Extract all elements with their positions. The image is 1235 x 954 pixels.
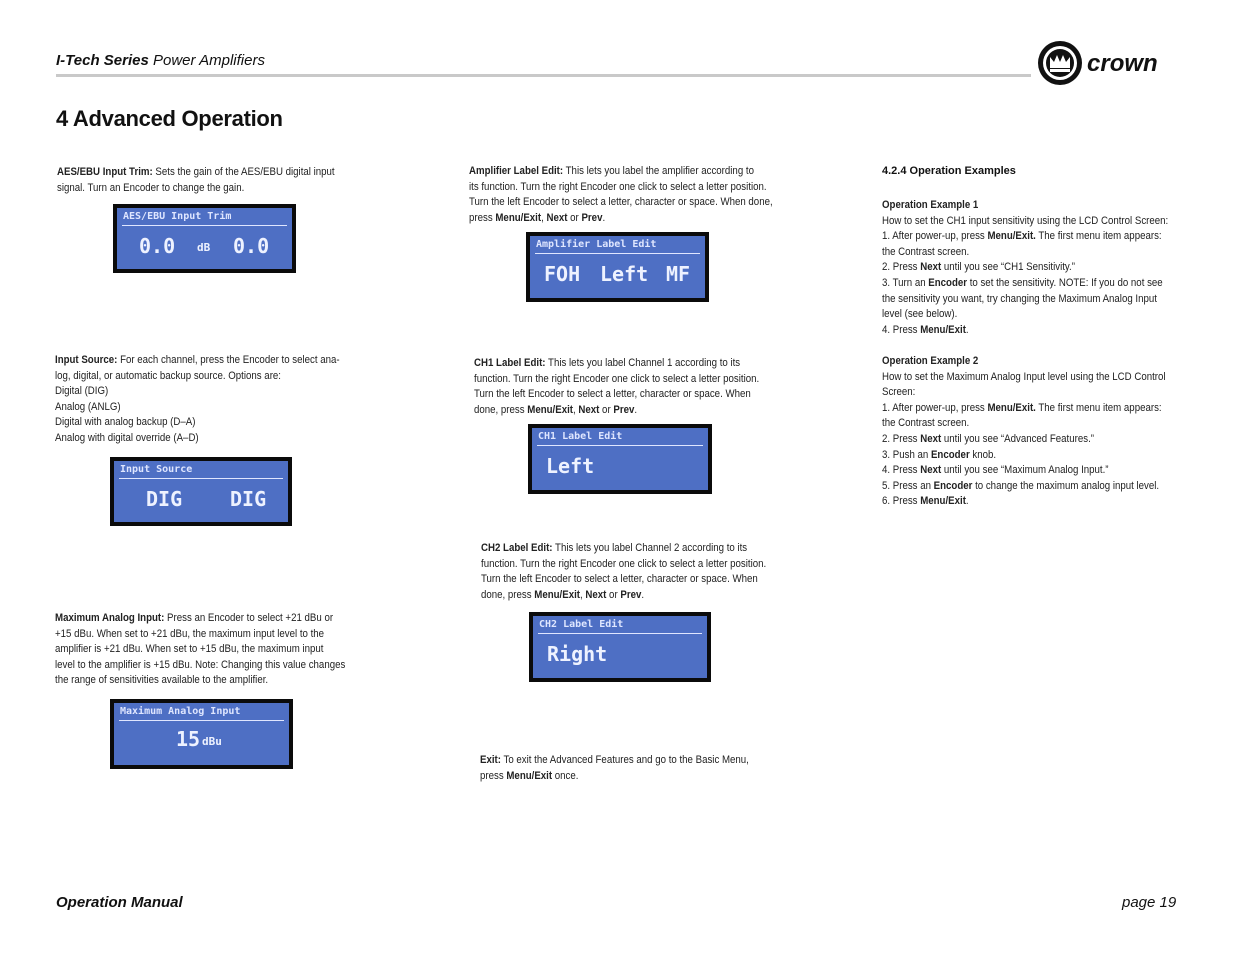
kw-next: Next bbox=[920, 464, 942, 477]
step-text: to change the maximum analog input level. bbox=[972, 479, 1160, 492]
ch1-line: done, press bbox=[474, 403, 528, 416]
kw-next: Next bbox=[578, 403, 600, 416]
lcd-title: Input Source bbox=[120, 464, 193, 475]
punct: . bbox=[634, 403, 638, 416]
max-analog-input-lcd bbox=[110, 699, 293, 769]
lcd-title: CH2 Label Edit bbox=[539, 619, 624, 630]
step-text: The first menu item appears: bbox=[1035, 230, 1162, 243]
max-analog-input-text bbox=[55, 611, 345, 689]
punct: , bbox=[573, 403, 579, 416]
kw-menu-exit: Menu/Exit bbox=[527, 403, 573, 416]
step-text: to set the sensitivity. NOTE: If you do not see bbox=[967, 276, 1163, 289]
step-text: The first menu item appears: bbox=[1035, 401, 1162, 414]
example-line: How to set the CH1 input sensitivity using the LCD Control Screen: bbox=[882, 214, 1169, 227]
step-text: until you see “Advanced Features.” bbox=[941, 432, 1094, 445]
kw-menu-exit: Menu/Exit bbox=[534, 588, 580, 601]
maxin-label: Maximum Analog Input: bbox=[55, 612, 165, 624]
lcd-value-right: 0.0 bbox=[233, 234, 270, 258]
step-text: the Contrast screen. bbox=[882, 245, 970, 258]
kw-menu-exit: Menu/Exit bbox=[920, 323, 966, 336]
lcd-value-left: 0.0 bbox=[139, 234, 176, 258]
input-source-text bbox=[55, 353, 340, 447]
step-text: knob. bbox=[969, 448, 997, 461]
amplifier-label-edit-text bbox=[469, 164, 773, 226]
source-option: Analog with digital override (A–D) bbox=[55, 431, 199, 444]
exit-line: press bbox=[480, 769, 507, 782]
lcd-value-left: DIG bbox=[146, 487, 183, 511]
aes-ebu-lcd bbox=[113, 204, 296, 273]
kw-menu-exit: Menu/Exit. bbox=[987, 230, 1036, 243]
ch1-label: CH1 Label Edit: bbox=[474, 357, 546, 369]
step-text: 5. Press an bbox=[882, 479, 934, 492]
step-text: . bbox=[965, 323, 969, 336]
lcd-value: Left bbox=[546, 454, 595, 478]
lcd-value: FOH bbox=[544, 262, 581, 286]
section-heading: 4.2.4 Operation Examples bbox=[882, 165, 1016, 177]
aes-line: signal. Turn an Encoder to change the gain. bbox=[57, 181, 245, 194]
source-line: log, digital, or automatic backup source. Options are: bbox=[55, 369, 281, 382]
ch1-label-lcd bbox=[528, 424, 712, 494]
series-name: I-Tech Series bbox=[56, 52, 149, 69]
step-text: 2. Press bbox=[882, 432, 921, 445]
ch2-line: Turn the left Encoder to select a letter, character or space. When bbox=[481, 573, 758, 586]
ch1-line: Turn the left Encoder to select a letter, character or space. When bbox=[474, 388, 751, 401]
step-text: 3. Turn an bbox=[882, 276, 929, 289]
exit-line: To exit the Advanced Features and go to the Basic Menu, bbox=[500, 754, 749, 766]
maxin-line: Press an Encoder to select +21 dBu or bbox=[164, 612, 334, 624]
exit-label: Exit: bbox=[480, 754, 501, 766]
ch2-label: CH2 Label Edit: bbox=[481, 542, 553, 554]
punct: or bbox=[599, 403, 614, 416]
amp-label: Amplifier Label Edit: bbox=[469, 165, 564, 177]
ch2-label-lcd bbox=[529, 612, 711, 682]
punct: . bbox=[602, 211, 606, 224]
step-text: 1. After power-up, press bbox=[882, 401, 988, 414]
example-line: Screen: bbox=[882, 386, 916, 399]
lcd-value: Left bbox=[600, 262, 649, 286]
lcd-title: AES/EBU Input Trim bbox=[123, 211, 232, 222]
kw-menu-exit: Menu/Exit bbox=[920, 495, 966, 508]
page-number: page 19 bbox=[1122, 894, 1177, 911]
header-rule bbox=[56, 74, 1031, 77]
kw-prev: Prev bbox=[581, 211, 603, 224]
step-text: until you see “CH1 Sensitivity.” bbox=[941, 261, 1075, 274]
kw-next: Next bbox=[920, 432, 942, 445]
maxin-line: amplifier is +21 dBu. When set to +15 dBu, the maximum input bbox=[55, 643, 324, 656]
example-line: How to set the Maximum Analog Input level using the LCD Control bbox=[882, 370, 1166, 383]
lcd-value: Right bbox=[547, 642, 608, 666]
kw-prev: Prev bbox=[620, 588, 642, 601]
input-source-lcd bbox=[110, 457, 292, 526]
maxin-line: level to the amplifier is +15 dBu. Note: Changing this value changes bbox=[55, 658, 346, 671]
amp-line: Turn the left Encoder to select a letter, character or space. When done, bbox=[469, 196, 773, 209]
lcd-title: CH1 Label Edit bbox=[538, 431, 623, 442]
lcd-unit: dB bbox=[197, 241, 211, 254]
source-line: For each channel, press the Encoder to select ana- bbox=[117, 354, 340, 366]
running-header bbox=[56, 52, 265, 69]
amp-line: press bbox=[469, 211, 496, 224]
step-text: level (see below). bbox=[882, 308, 958, 321]
step-text: 3. Push an bbox=[882, 448, 931, 461]
brand-wordmark: crown bbox=[1087, 50, 1158, 77]
step-text: until you see “Maximum Analog Input.” bbox=[941, 464, 1109, 477]
lcd-unit: dBu bbox=[202, 735, 222, 748]
ch1-label-edit-text bbox=[474, 356, 759, 418]
kw-next: Next bbox=[585, 588, 607, 601]
punct: or bbox=[567, 211, 582, 224]
ch2-label-edit-text bbox=[481, 541, 766, 603]
source-option: Analog (ANLG) bbox=[55, 400, 121, 413]
punct: , bbox=[580, 588, 586, 601]
step-text: 6. Press bbox=[882, 495, 921, 508]
lcd-value: 15 bbox=[176, 727, 201, 751]
amplifier-label-lcd bbox=[526, 232, 709, 302]
punct: . bbox=[641, 588, 645, 601]
kw-menu-exit: Menu/Exit bbox=[495, 211, 542, 224]
step-text: 4. Press bbox=[882, 323, 921, 336]
amp-line: its function. Turn the right Encoder one click to select a letter position. bbox=[469, 180, 767, 193]
operation-example-2 bbox=[882, 354, 1166, 510]
aes-label: AES/EBU Input Trim: bbox=[57, 166, 153, 178]
aes-ebu-trim-text bbox=[57, 165, 335, 196]
step-text: 4. Press bbox=[882, 464, 921, 477]
exit-line: once. bbox=[552, 769, 579, 782]
series-subtitle: Power Amplifiers bbox=[148, 52, 265, 69]
step-text: 1. After power-up, press bbox=[882, 230, 988, 243]
kw-encoder: Encoder bbox=[928, 276, 968, 289]
kw-menu-exit: Menu/Exit. bbox=[987, 401, 1036, 414]
exit-text bbox=[480, 753, 749, 784]
ch1-line: function. Turn the right Encoder one click to select a letter position. bbox=[474, 372, 760, 385]
source-label: Input Source: bbox=[55, 354, 118, 366]
kw-encoder: Encoder bbox=[933, 479, 973, 492]
kw-next: Next bbox=[546, 211, 568, 224]
aes-line: Sets the gain of the AES/EBU digital input bbox=[152, 166, 335, 178]
lcd-title: Amplifier Label Edit bbox=[536, 239, 657, 250]
step-text: the Contrast screen. bbox=[882, 417, 970, 430]
maxin-line: +15 dBu. When set to +21 dBu, the maximum input level to the bbox=[55, 627, 325, 640]
source-option: Digital (DIG) bbox=[55, 385, 109, 398]
lcd-value-right: DIG bbox=[230, 487, 267, 511]
punct: or bbox=[606, 588, 621, 601]
example-title: Operation Example 1 bbox=[882, 199, 979, 211]
maxin-line: the range of sensitivities available to the amplifier. bbox=[55, 674, 269, 687]
ch1-line: This lets you label Channel 1 according to its bbox=[545, 357, 741, 369]
ch2-line: done, press bbox=[481, 588, 535, 601]
chapter-title: 4 Advanced Operation bbox=[56, 106, 283, 131]
lcd-title: Maximum Analog Input bbox=[120, 706, 241, 717]
punct: , bbox=[541, 211, 547, 224]
step-text: 2. Press bbox=[882, 261, 921, 274]
kw-prev: Prev bbox=[613, 403, 635, 416]
ch2-line: function. Turn the right Encoder one click to select a letter position. bbox=[481, 557, 767, 570]
footer-manual-title: Operation Manual bbox=[56, 894, 183, 911]
ch2-line: This lets you label Channel 2 according to its bbox=[552, 542, 748, 554]
step-text: the sensitivity you want, try changing the Maximum Analog Input bbox=[882, 292, 1157, 305]
amp-line: This lets you label the amplifier according to bbox=[563, 165, 754, 177]
example-title: Operation Example 2 bbox=[882, 355, 979, 367]
kw-menu-exit: Menu/Exit bbox=[506, 769, 553, 782]
source-option: Digital with analog backup (D–A) bbox=[55, 416, 196, 429]
kw-next: Next bbox=[920, 261, 942, 274]
step-text: . bbox=[965, 495, 969, 508]
operation-example-1 bbox=[882, 198, 1168, 338]
kw-encoder: Encoder bbox=[930, 448, 970, 461]
lcd-value: MF bbox=[666, 262, 691, 286]
crown-logo bbox=[1037, 40, 1187, 88]
